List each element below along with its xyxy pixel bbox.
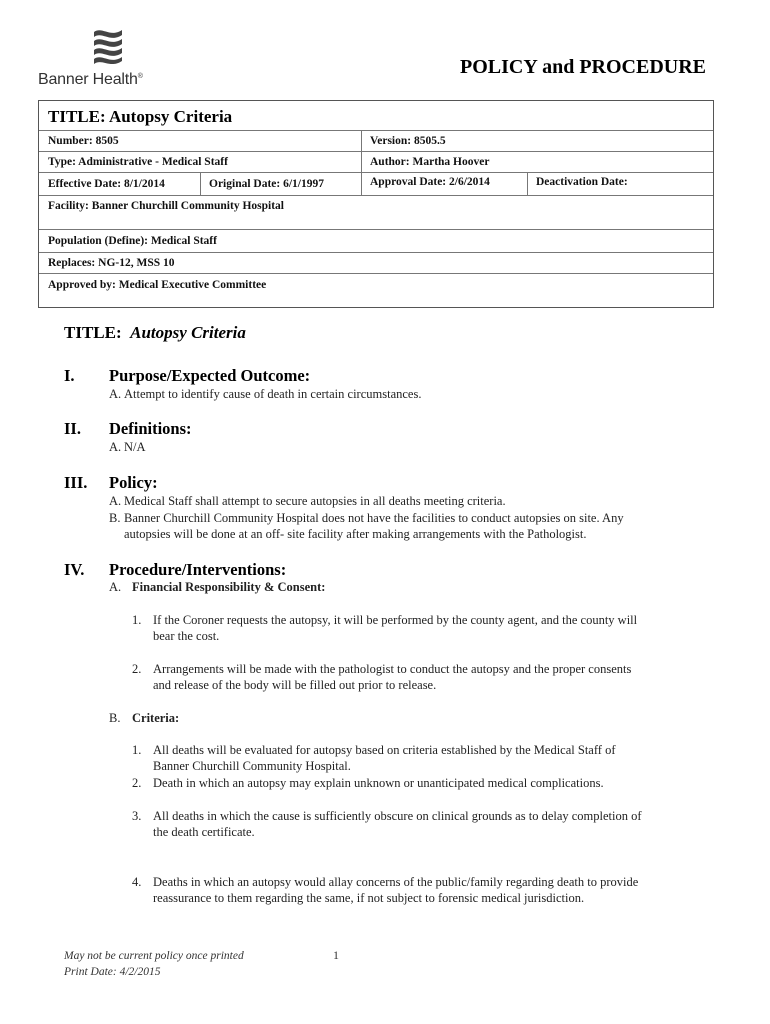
deactivation-date-field: Deactivation Date: xyxy=(536,176,628,188)
author-field: Author: Martha Hoover xyxy=(370,156,490,168)
body-title xyxy=(64,323,246,343)
item-marker: A. xyxy=(109,580,122,594)
info-title: TITLE: Autopsy Criteria xyxy=(48,107,233,126)
item-marker: B. xyxy=(109,711,121,725)
approved-by-field: Approved by: Medical Executive Committee xyxy=(48,279,267,291)
document-heading: POLICY and PROCEDURE xyxy=(460,56,706,78)
page-number: 1 xyxy=(333,948,339,962)
item-text: All deaths in which the cause is sufficiently obscure on clinical grounds as to delay completion of xyxy=(153,809,642,823)
section-number: III. xyxy=(64,473,88,492)
version-field: Version: 8505.5 xyxy=(370,135,446,147)
section-heading: Policy: xyxy=(109,473,158,492)
title-label: TITLE: xyxy=(64,323,122,342)
item-text: All deaths will be evaluated for autopsy based on criteria established by the Medical Staff of xyxy=(153,743,616,757)
row-approved-by xyxy=(39,273,713,296)
number-field: Number: 8505 xyxy=(48,135,119,147)
footer-disclaimer: May not be current policy once printed xyxy=(64,950,244,962)
registered-mark: ® xyxy=(137,73,143,80)
type-field: Type: Administrative - Medical Staff xyxy=(48,156,228,168)
item-marker: 4. xyxy=(132,875,142,889)
facility-field: Facility: Banner Churchill Community Hospital xyxy=(48,200,284,212)
item-text: Banner Churchill Community Hospital does not have the facilities to conduct autopsies on site. Any xyxy=(124,511,624,525)
row-number-version xyxy=(39,130,713,151)
item-marker: 3. xyxy=(132,809,142,823)
item-marker: A. xyxy=(109,494,122,508)
section-heading: Purpose/Expected Outcome: xyxy=(109,366,311,385)
original-date-field: Original Date: 6/1/1997 xyxy=(209,178,324,190)
title-value: Autopsy Criteria xyxy=(130,323,246,342)
item-marker: A. xyxy=(109,440,122,454)
population-field: Population (Define): Medical Staff xyxy=(48,235,217,247)
row-population xyxy=(39,229,713,252)
item-marker: 2. xyxy=(132,662,142,676)
item-marker: B. xyxy=(109,511,121,525)
item-marker: 1. xyxy=(132,743,142,757)
section-number: IV. xyxy=(64,560,85,579)
footer-print-date: Print Date: 4/2/2015 xyxy=(64,966,161,978)
item-text: Deaths in which an autopsy would allay concerns of the public/family regarding death to provide xyxy=(153,875,639,889)
item-text: N/A xyxy=(124,440,146,454)
subsection-title: Financial Responsibility & Consent: xyxy=(132,580,326,594)
subsection-title: Criteria: xyxy=(132,711,180,725)
section-heading: Procedure/Interventions: xyxy=(109,560,287,579)
item-text-continued: reassurance to them regarding the same, if not subject to forensic medical jurisdiction. xyxy=(153,891,585,905)
item-text: Medical Staff shall attempt to secure autopsies in all deaths meeting criteria. xyxy=(124,494,506,508)
item-text: Death in which an autopsy may explain unknown or unanticipated medical complications. xyxy=(153,776,604,790)
logo-text: Banner Health® xyxy=(38,71,143,88)
row-dates xyxy=(39,172,713,195)
item-text-continued: the death certificate. xyxy=(153,825,255,839)
item-marker: 2. xyxy=(132,776,142,790)
flag-icon xyxy=(88,26,128,70)
row-replaces xyxy=(39,252,713,273)
row-type-author xyxy=(39,151,713,172)
banner-health-logo xyxy=(38,26,158,96)
item-text: If the Coroner requests the autopsy, it will be performed by the county agent, and the county will xyxy=(153,613,638,627)
section-heading: Definitions: xyxy=(109,419,192,438)
item-text: Arrangements will be made with the pathologist to conduct the autopsy and the proper consents xyxy=(153,662,632,676)
item-marker: 1. xyxy=(132,613,142,627)
replaces-field: Replaces: NG-12, MSS 10 xyxy=(48,257,175,269)
item-text-continued: and release of the body will be filled out prior to release. xyxy=(153,678,437,692)
item-text-continued: Banner Churchill Community Hospital. xyxy=(153,759,351,773)
section-number: I. xyxy=(64,366,75,385)
footer-note xyxy=(64,948,244,980)
item-text-continued: autopsies will be done at an off- site facility after making arrangements with the Pathologist. xyxy=(124,527,587,541)
effective-date-field: Effective Date: 8/1/2014 xyxy=(48,178,165,190)
policy-info-box xyxy=(38,100,714,308)
section-number: II. xyxy=(64,419,81,438)
item-text: Attempt to identify cause of death in certain circumstances. xyxy=(124,387,422,401)
item-marker: A. xyxy=(109,387,122,401)
item-text-continued: bear the cost. xyxy=(153,629,220,643)
row-facility xyxy=(39,195,713,229)
approval-date-field: Approval Date: 2/6/2014 xyxy=(370,176,490,188)
